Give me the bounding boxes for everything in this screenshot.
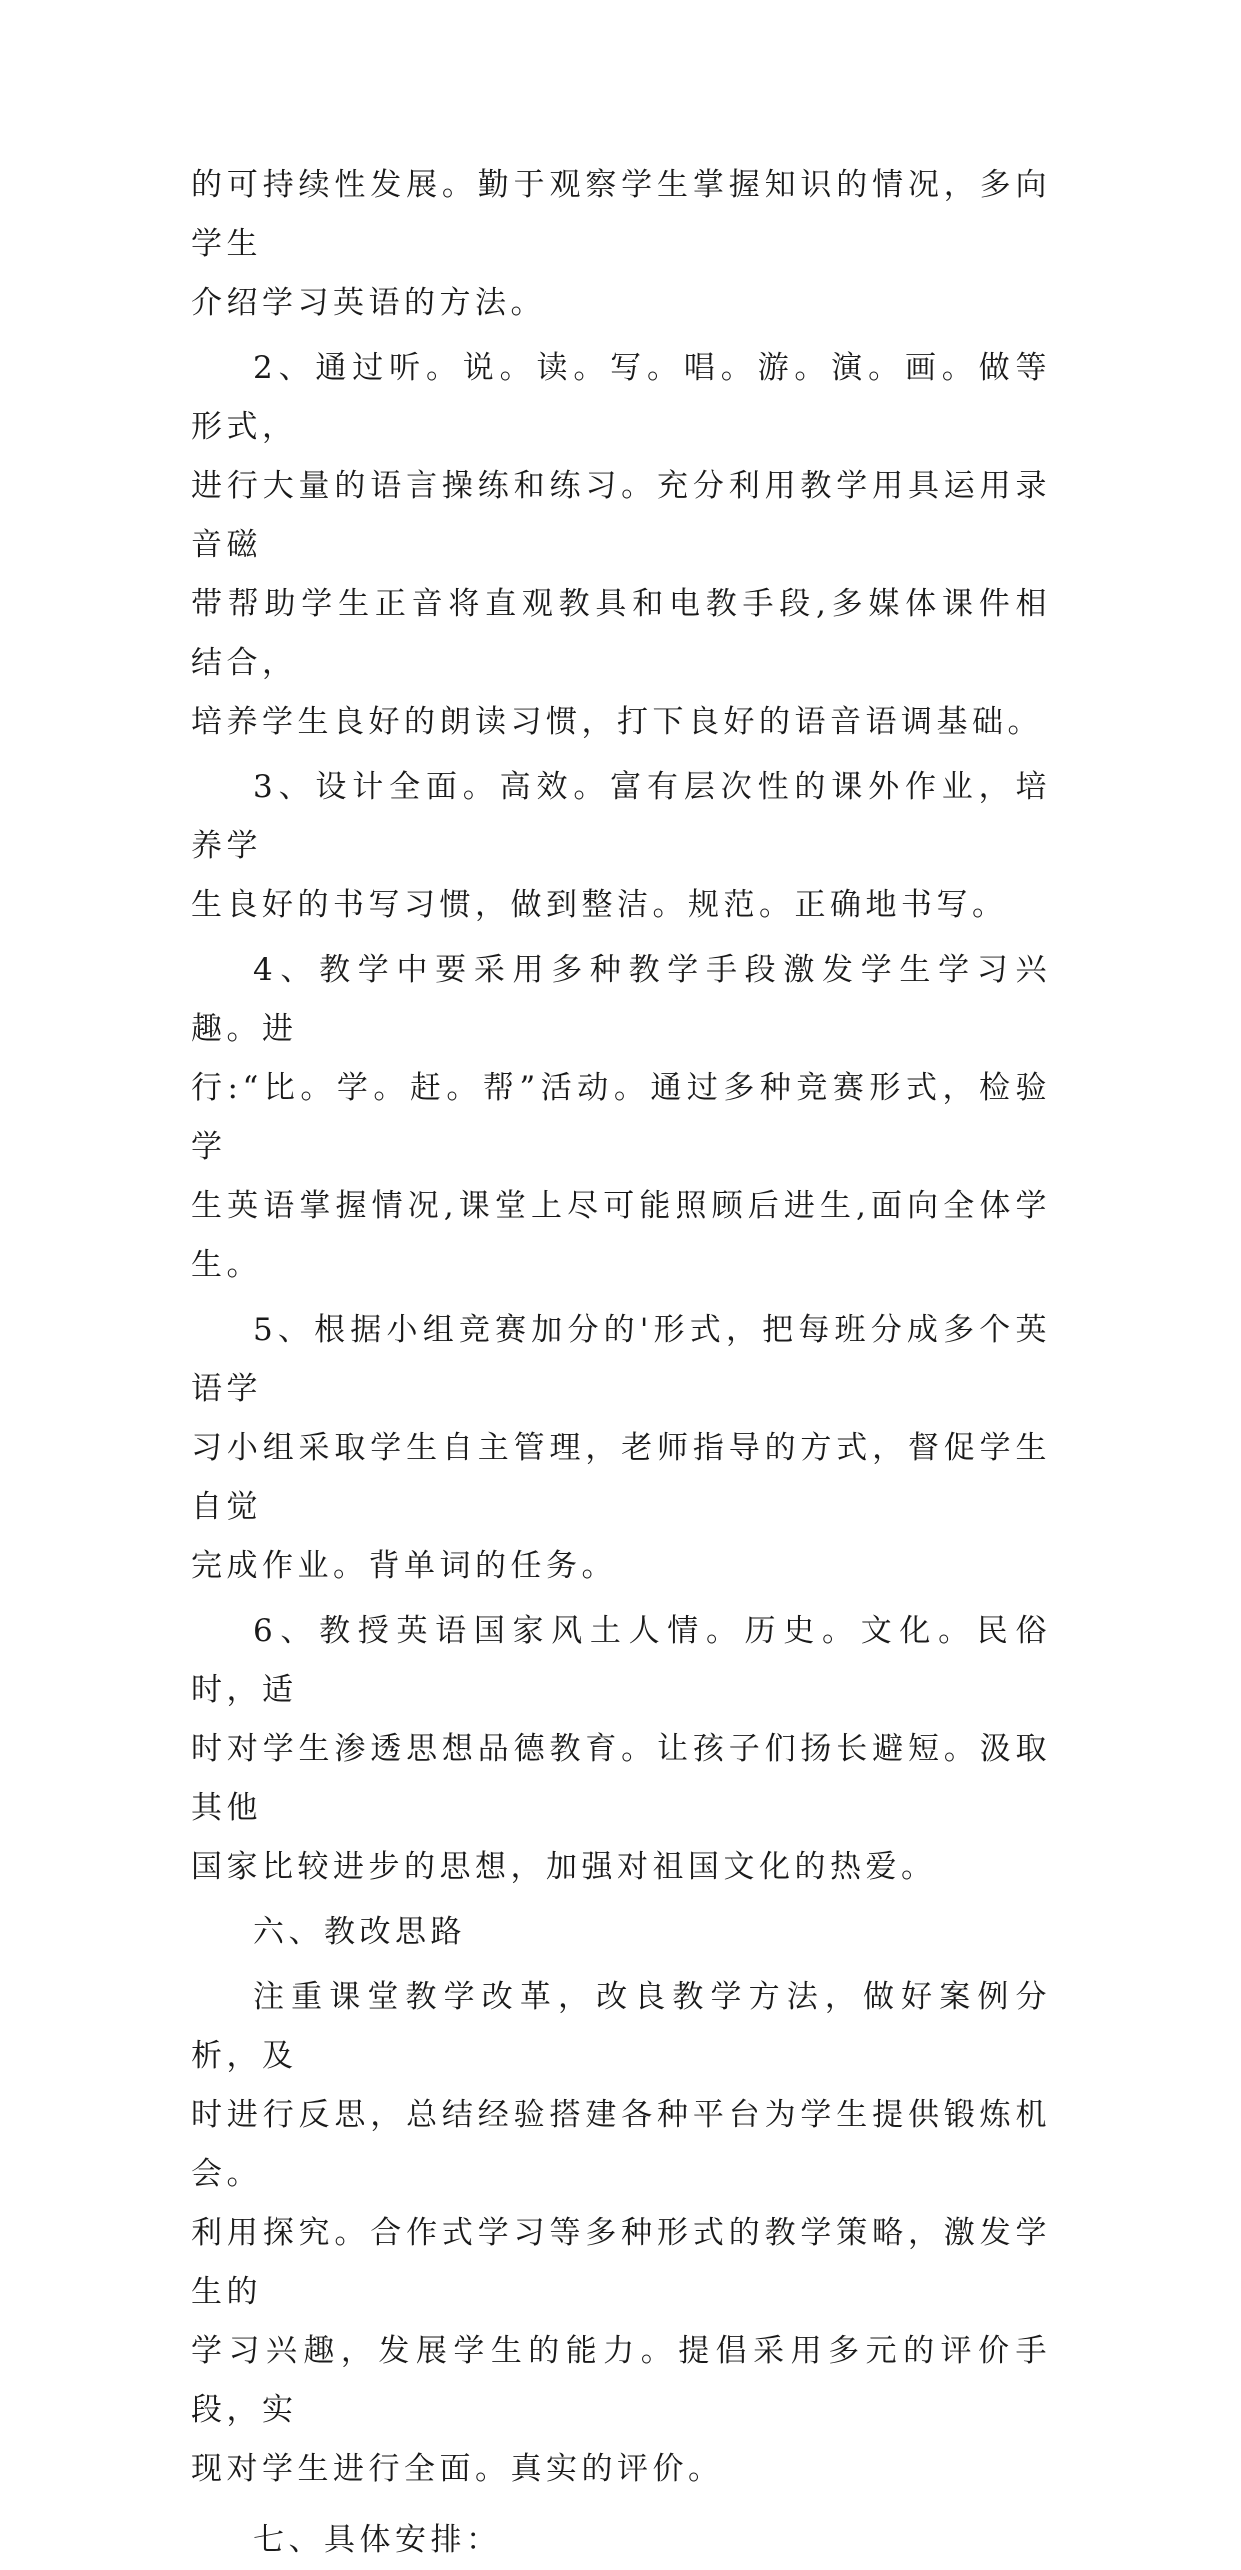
text-line: 的可持续性发展。勤于观察学生掌握知识的情况，多向学生 (191, 167, 1051, 262)
paragraph-item-4 (191, 941, 1051, 1295)
text-line: 带帮助学生正音将直观教具和电教手段,多媒体课件相结合， (191, 586, 1051, 681)
text-line: 生英语掌握情况,课堂上尽可能照顾后进生,面向全体学生。 (191, 1188, 1051, 1283)
text-line: 国家比较进步的思想，加强对祖国文化的热爱。 (191, 1849, 937, 1885)
section-heading-7: 七、具体安排： (253, 2522, 502, 2558)
paragraph-item-3 (191, 758, 1051, 935)
text-line: 时对学生渗透思想品德教育。让孩子们扬长避短。汲取其他 (191, 1731, 1051, 1826)
paragraph-item-2 (191, 339, 1051, 752)
paragraph-continuation (191, 156, 1051, 333)
text-line: 6、教授英语国家风土人情。历史。文化。民俗时，适 (191, 1613, 1051, 1708)
text-line: 习小组采取学生自主管理，老师指导的方式，督促学生自觉 (191, 1430, 1051, 1525)
section-heading-6: 六、教改思路 (253, 1914, 466, 1950)
paragraph-item-5 (191, 1301, 1051, 1596)
text-line: 5、根据小组竞赛加分的'形式，把每班分成多个英语学 (191, 1312, 1051, 1407)
paragraph-item-6 (191, 1602, 1051, 1897)
text-line: 进行大量的语言操练和练习。充分利用教学用具运用录音磁 (191, 468, 1051, 563)
text-line: 介绍学习英语的方法。 (191, 285, 546, 321)
text-line: 现对学生进行全面。真实的评价。 (191, 2451, 724, 2487)
text-line: 行:“比。学。赶。帮”活动。通过多种竞赛形式，检验学 (191, 1070, 1051, 1165)
text-line: 注重课堂教学改革，改良教学方法，做好案例分析，及 (191, 1979, 1051, 2074)
text-line: 学习兴趣，发展学生的能力。提倡采用多元的评价手段，实 (191, 2333, 1051, 2428)
text-line: 生良好的书写习惯，做到整洁。规范。正确地书写。 (191, 887, 1008, 923)
text-line: 利用探究。合作式学习等多种形式的教学策略，激发学生的 (191, 2215, 1051, 2310)
text-line: 3、设计全面。高效。富有层次性的课外作业，培养学 (191, 769, 1051, 864)
paragraph-reform (191, 1968, 1051, 2499)
text-line: 时进行反思，总结经验搭建各种平台为学生提供锻炼机会。 (191, 2097, 1051, 2192)
text-line: 4、教学中要采用多种教学手段激发学生学习兴趣。进 (191, 952, 1051, 1047)
text-line: 2、通过听。说。读。写。唱。游。演。画。做等形式， (191, 350, 1051, 445)
document-page (191, 156, 1051, 2570)
text-line: 完成作业。背单词的任务。 (191, 1548, 617, 1584)
text-line: 培养学生良好的朗读习惯，打下良好的语音语调基础。 (191, 704, 1043, 740)
